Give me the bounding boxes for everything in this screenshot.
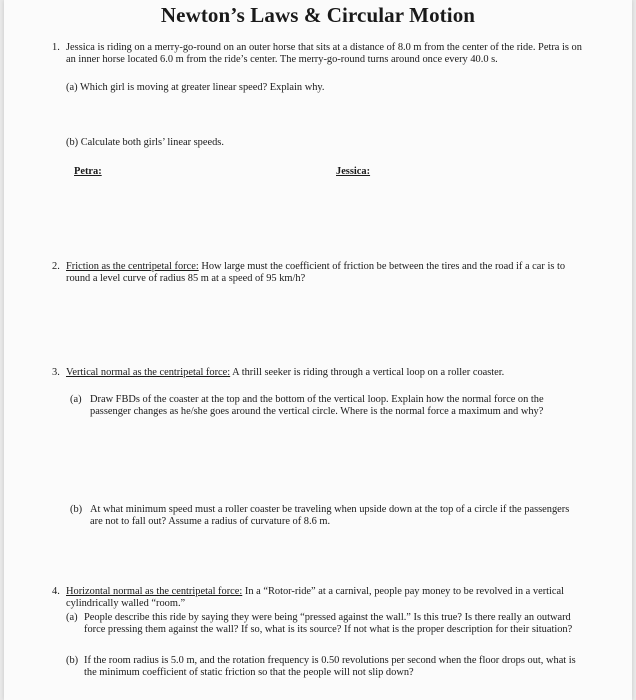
worksheet-page — [4, 0, 632, 700]
q3-body — [66, 367, 588, 379]
q3-text: A thrill seeker is riding through a vertical loop on a roller coaster. — [230, 367, 505, 378]
q4-number: 4. — [52, 586, 60, 597]
q2-heading: Friction as the centripetal force: — [66, 261, 199, 272]
q3-number: 3. — [52, 367, 60, 378]
q1-part-b: (b) Calculate both girls’ linear speeds. — [66, 137, 224, 148]
q4-part-a-label: (a) — [66, 612, 78, 623]
q1-part-a: (a) Which girl is moving at greater linear speed? Explain why. — [66, 82, 325, 93]
q3-part-a-label: (a) — [70, 394, 82, 405]
q4-part-b: If the room radius is 5.0 m, and the rotation frequency is 0.50 revolutions per second when the floor drops out, what is the minimum coefficient of static friction so that the people will not slip down? — [84, 655, 576, 678]
q4-heading: Horizontal normal as the centripetal force: — [66, 586, 243, 597]
q2-body — [66, 261, 588, 285]
q4-body — [66, 586, 586, 610]
q2-text: How large must the coefficient of friction be between the tires and the road if a car is to round a level curve of radius 85 m at a speed of 95 km/h? — [66, 261, 566, 284]
q3-part-b: At what minimum speed must a roller coaster be traveling when upside down at the top of a circle if the passengers are not to fall out? Assume a radius of curvature of 8.6 m. — [90, 504, 570, 527]
q4-part-a: People describe this ride by saying they were being “pressed against the wall.” Is this true? Is there really an outward force pressing them against the wall? If so, what is its source? If not what is the proper description for their situation? — [84, 612, 573, 635]
jessica-label: Jessica: — [336, 166, 371, 177]
q3-part-b-label: (b) — [70, 504, 83, 515]
petra-label: Petra: — [74, 166, 102, 177]
q2-number: 2. — [52, 261, 60, 272]
q3-part-a: Draw FBDs of the coaster at the top and the bottom of the vertical loop. Explain how the normal force on the passenger changes as he/she goes around the vertical circle. Where is the normal force a maximum and why? — [90, 394, 544, 417]
q3-heading: Vertical normal as the centripetal force: — [66, 367, 231, 378]
q4-part-b-label: (b) — [66, 655, 79, 666]
q1-stem: Jessica is riding on a merry-go-round on an outer horse that sits at a distance of 8.0 m from the center of the ride. Petra is on an inner horse located 6.0 m from the ride’s center. The merry-go-round turns around once every 40.0 s. — [66, 42, 582, 65]
q1-number: 1. — [52, 42, 60, 53]
q4-text: In a “Rotor-ride” at a carnival, people pay money to be revolved in a vertical cylindrically walled “room.” — [66, 586, 565, 609]
page-title: Newton’s Laws & Circular Motion — [160, 3, 476, 27]
